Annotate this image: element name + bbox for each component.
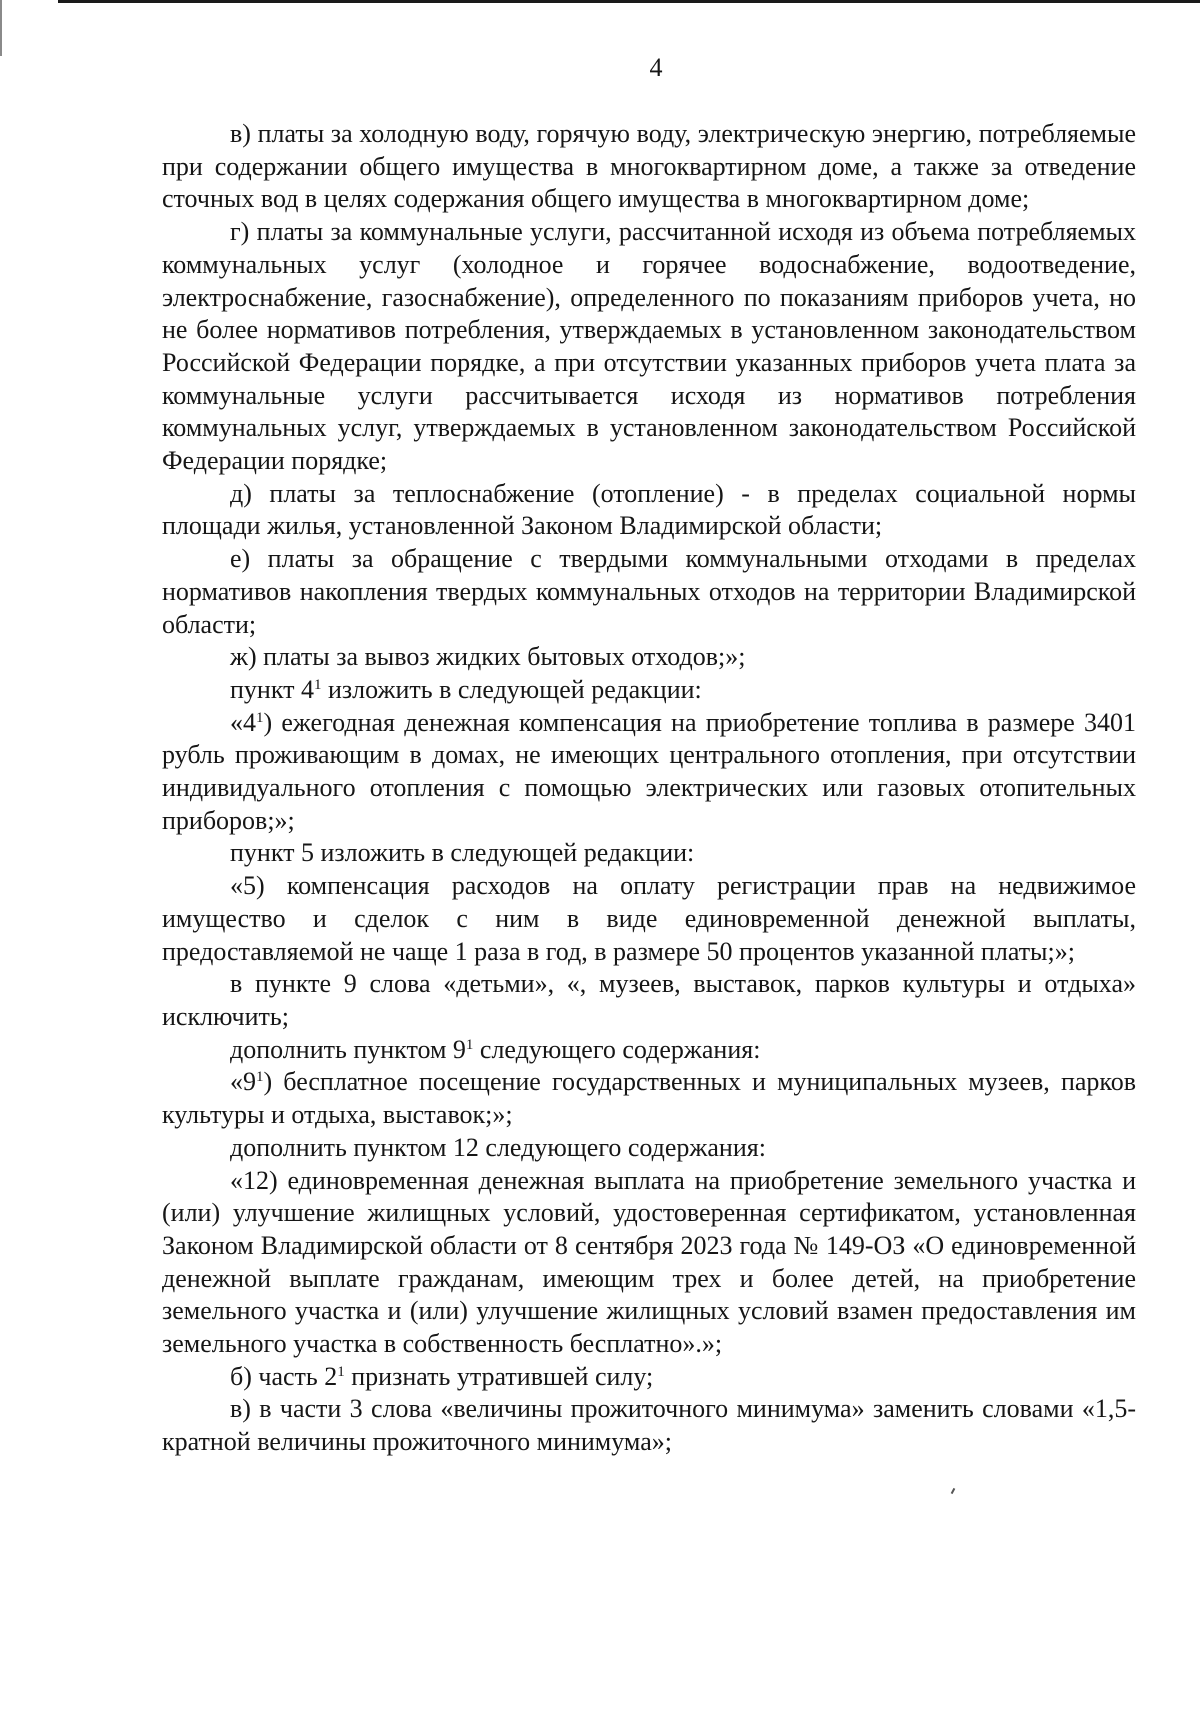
paragraph-g-communal-services: г) платы за коммунальные услуги, рассчитанной исходя из объема потребляемых коммунальных услуг (холодное и горячее водоснабжение, водоотведение, электроснабжение, газоснабжение), определенного по показаниям приборов учета, но не более нормативов потребления, утверждаемых в установленном законодательством Российской Федерации порядке, а при отсутствии указанных приборов учета плата за коммунальные услуги рассчитывается исходя из нормативов потребления коммунальных услуг, утверждаемых в установленном законодательством Российской Федерации порядке; xyxy=(162,217,1136,476)
paragraph-item-12-land-payment: «12) единовременная денежная выплата на приобретение земельного участка и (или) улучшение жилищных условий, удостоверенная сертификатом, установленная Законом Владимирской области от 8 сентября 2023 года № 149-ОЗ «О единовременной денежной выплате гражданам, имеющим трех и более детей, на приобретение земельного участка и (или) улучшение жилищных условий взамен предоставления им земельного участка в собственность бесплатно».»; xyxy=(162,1165,1136,1359)
paragraph-b-part-2-1: б) часть $2^1$ признать утратившей силу; xyxy=(230,1361,654,1391)
paragraph-item-4-1-fuel-compensation: «$4^1$) ежегодная денежная компенсация на приобретение топлива в размере 3401 рубль проживающим в домах, не имеющих центрального отопления, при отсутствии индивидуального отопления с помощью электрических или газовых отопительных приборов;»; xyxy=(162,707,1136,835)
paragraph-item-9-1-intro: дополнить пунктом $9^1$ следующего содержания: xyxy=(230,1034,761,1064)
paragraph-v-utilities: в) платы за холодную воду, горячую воду, электрическую энергию, потребляемые при содержании общего имущества в многоквартирном доме, а также за отведение сточных вод в целях содержания общего имущества в многоквартирном доме; xyxy=(162,119,1136,214)
document-body xyxy=(162,118,1136,1459)
top-border-line xyxy=(58,0,1200,3)
paragraph-item-5-registration: «5) компенсация расходов на оплату регистрации прав на недвижимое имущество и сделок с ним в виде единовременной денежной выплаты, предоставляемой не чаще 1 раза в год, в размере 50 процентов указанной платы;»; xyxy=(162,871,1136,966)
paragraph-v-part-3: в) в части 3 слова «величины прожиточного минимума» заменить словами «1,5-кратной величины прожиточного минимума»; xyxy=(162,1394,1136,1457)
paragraph-d-heating: д) платы за теплоснабжение (отопление) - в пределах социальной нормы площади жилья, установленной Законом Владимирской области; xyxy=(162,478,1136,541)
paragraph-item-5-intro: пункт 5 изложить в следующей редакции: xyxy=(230,838,695,868)
paragraph-zh-liquid-waste: ж) платы за вывоз жидких бытовых отходов;»; xyxy=(230,642,746,672)
paragraph-e-solid-waste: е) платы за обращение с твердыми коммунальными отходами в пределах нормативов накопления твердых коммунальных отходов на территории Владимирской области; xyxy=(162,544,1136,639)
paragraph-item-12-intro: дополнить пунктом 12 следующего содержания: xyxy=(230,1132,766,1162)
paragraph-item-9-amendment: в пункте 9 слова «детьми», «, музеев, выставок, парков культуры и отдыха» исключить; xyxy=(162,969,1136,1031)
page-number: 4 xyxy=(649,53,663,82)
scan-edge-mark xyxy=(0,0,2,56)
paragraph-item-4-1-intro: пункт $4^1$ изложить в следующей редакции: xyxy=(230,674,702,704)
paragraph-item-9-1-museums: «$9^1$) бесплатное посещение государственных и муниципальных музеев, парков культуры и отдыха, выставок;»; xyxy=(162,1067,1136,1130)
stray-pen-mark xyxy=(951,1488,956,1494)
